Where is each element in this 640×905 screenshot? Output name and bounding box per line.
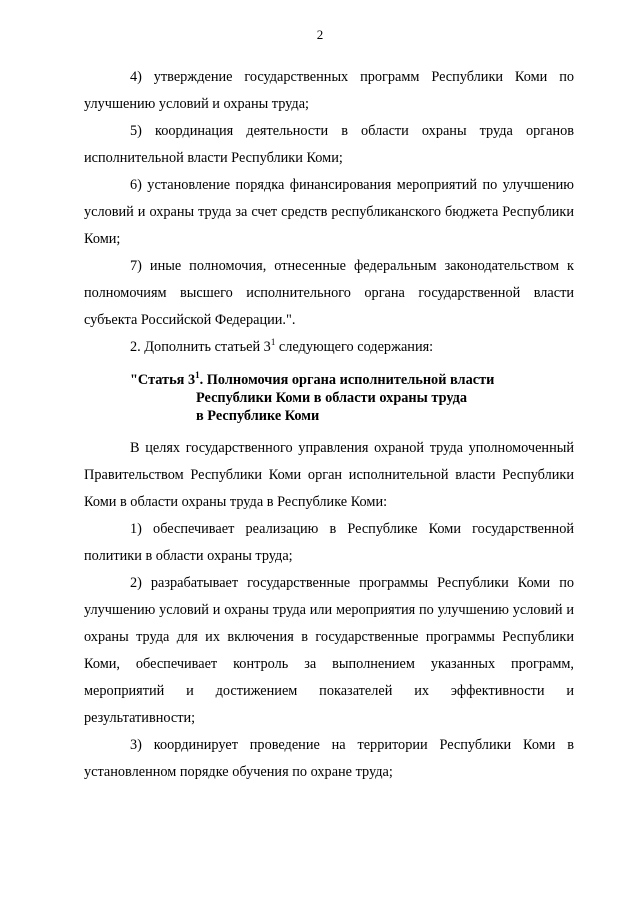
list-item: 7) иные полномочия, отнесенные федеральным законодательством к полномочиям высшего исполнительного органа государственной власти субъекта Российской Федерации.".: [84, 258, 574, 328]
point-2-paragraph: [84, 334, 574, 361]
point-2-superscript: 1: [270, 337, 276, 348]
article-prefix: "Статья 3: [130, 372, 196, 388]
page-number: 2: [316, 27, 324, 42]
article-heading: [84, 371, 574, 425]
article-title-line-1: . Полномочия органа исполнительной власти: [199, 372, 495, 388]
list-item: 5) координация деятельности в области охраны труда органов исполнительной власти Республики Коми;: [84, 123, 574, 166]
article-title-line-2: Республики Коми в области охраны труда: [196, 390, 467, 406]
point-2-text-end: следующего содержания:: [275, 339, 434, 355]
list-item: 3) координирует проведение на территории Республики Коми в установленном порядке обучения по охране труда;: [84, 737, 574, 780]
point-2-text: 2. Дополнить статьей 3: [130, 339, 271, 355]
article-intro: В целях государственного управления охраной труда уполномоченный Правительством Республики Коми орган исполнительной власти Республики Коми в области охраны труда в Республике Коми:: [84, 440, 574, 510]
document-body: [84, 64, 574, 786]
article-superscript: 1: [195, 370, 200, 381]
list-item: 6) установление порядка финансирования мероприятий по улучшению условий и охраны труда за счет средств республиканского бюджета Республики Коми;: [84, 177, 574, 247]
list-item: 2) разрабатывает государственные программы Республики Коми по улучшению условий и охраны труда или мероприятия по улучшению условий и охраны труда для их включения в государственные программы Республики Коми, обеспечивает контроль за выполнением указанных программ, мероприятий и достижением показателей их эффективности и результативности;: [84, 575, 574, 726]
article-title-line-3: в Республике Коми: [196, 408, 320, 424]
list-item: 1) обеспечивает реализацию в Республике Коми государственной политики в области охраны труда;: [84, 521, 574, 564]
list-item: 4) утверждение государственных программ Республики Коми по улучшению условий и охраны труда;: [84, 69, 574, 112]
